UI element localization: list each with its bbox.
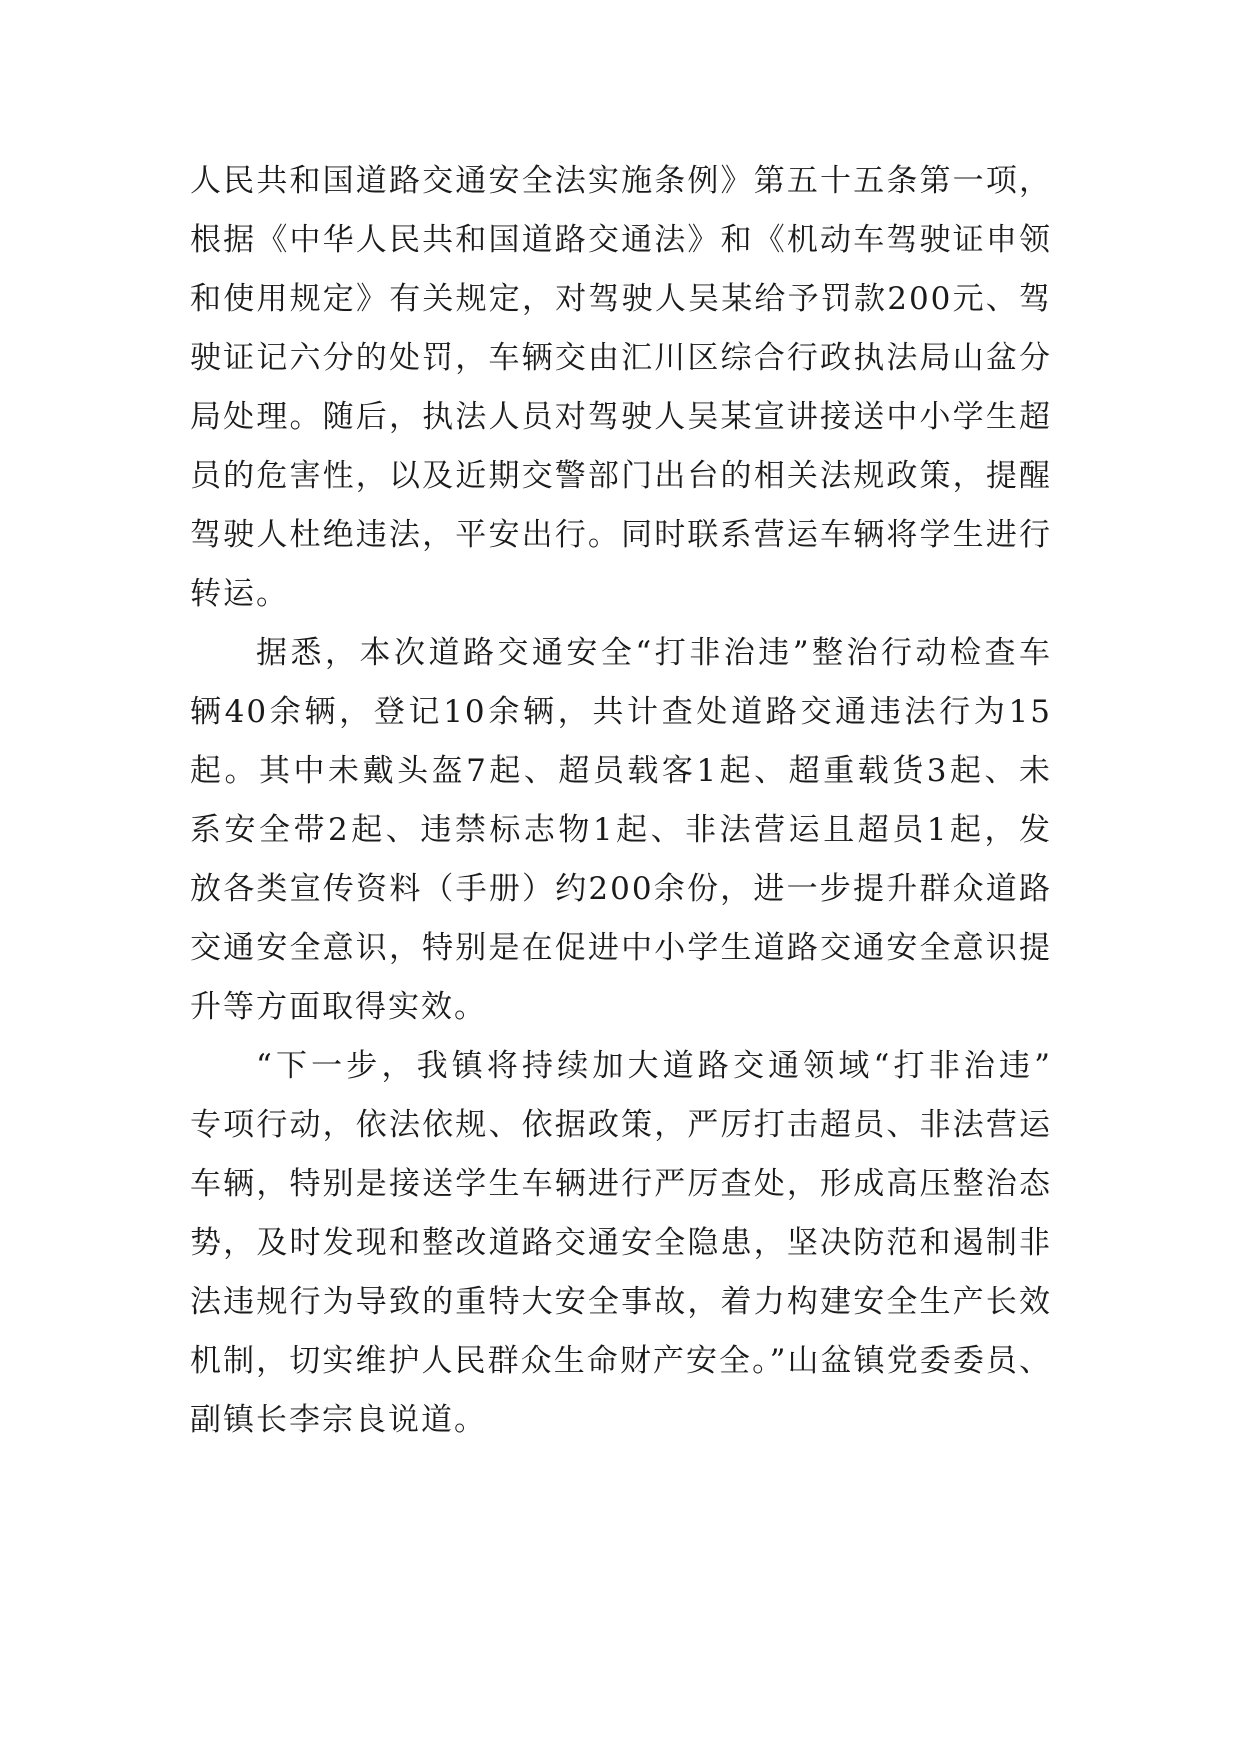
text-line: 人民共和国道路交通安全法实施条例》第五十五条第一项，	[190, 163, 1052, 199]
paragraph-statistics	[190, 624, 1052, 1037]
text-line: 转运。	[190, 576, 289, 612]
document-body	[190, 152, 1052, 1450]
text-line: 势，及时发现和整改道路交通安全隐患，坚决防范和遏制非	[190, 1225, 1052, 1261]
text-line: 和使用规定》有关规定，对驾驶人吴某给予罚款200元、驾	[190, 281, 1052, 317]
text-line: 局处理。随后，执法人员对驾驶人吴某宣讲接送中小学生超	[190, 399, 1052, 435]
text-line: 车辆，特别是接送学生车辆进行严厉查处，形成高压整治态	[190, 1166, 1052, 1202]
text-line: 机制，切实维护人民群众生命财产安全。”山盆镇党委委员、	[190, 1343, 1052, 1379]
text-line: 据悉，本次道路交通安全“打非治违”整治行动检查车	[256, 635, 1052, 671]
text-line: 副镇长李宗良说道。	[190, 1402, 487, 1438]
paragraph-quote	[190, 1037, 1052, 1450]
text-line: 根据《中华人民共和国道路交通法》和《机动车驾驶证申领	[190, 222, 1052, 258]
paragraph-penalty	[190, 152, 1052, 624]
text-line: 专项行动，依法依规、依据政策，严厉打击超员、非法营运	[190, 1107, 1052, 1143]
text-line: 系安全带2起、违禁标志物1起、非法营运且超员1起，发	[190, 812, 1052, 848]
text-line: 辆40余辆，登记10余辆，共计查处道路交通违法行为15	[190, 694, 1052, 730]
text-line: 升等方面取得实效。	[190, 989, 487, 1025]
text-line: 放各类宣传资料（手册）约200余份，进一步提升群众道路	[190, 871, 1052, 907]
text-line: 驶证记六分的处罚，车辆交由汇川区综合行政执法局山盆分	[190, 340, 1052, 376]
text-line: 驾驶人杜绝违法，平安出行。同时联系营运车辆将学生进行	[190, 517, 1052, 553]
text-line: 交通安全意识，特别是在促进中小学生道路交通安全意识提	[190, 930, 1052, 966]
text-line: 起。其中未戴头盔7起、超员载客1起、超重载货3起、未	[190, 753, 1052, 789]
text-line: “下一步，我镇将持续加大道路交通领域“打非治违”	[256, 1048, 1052, 1084]
text-line: 员的危害性，以及近期交警部门出台的相关法规政策，提醒	[190, 458, 1052, 494]
text-line: 法违规行为导致的重特大安全事故，着力构建安全生产长效	[190, 1284, 1052, 1320]
